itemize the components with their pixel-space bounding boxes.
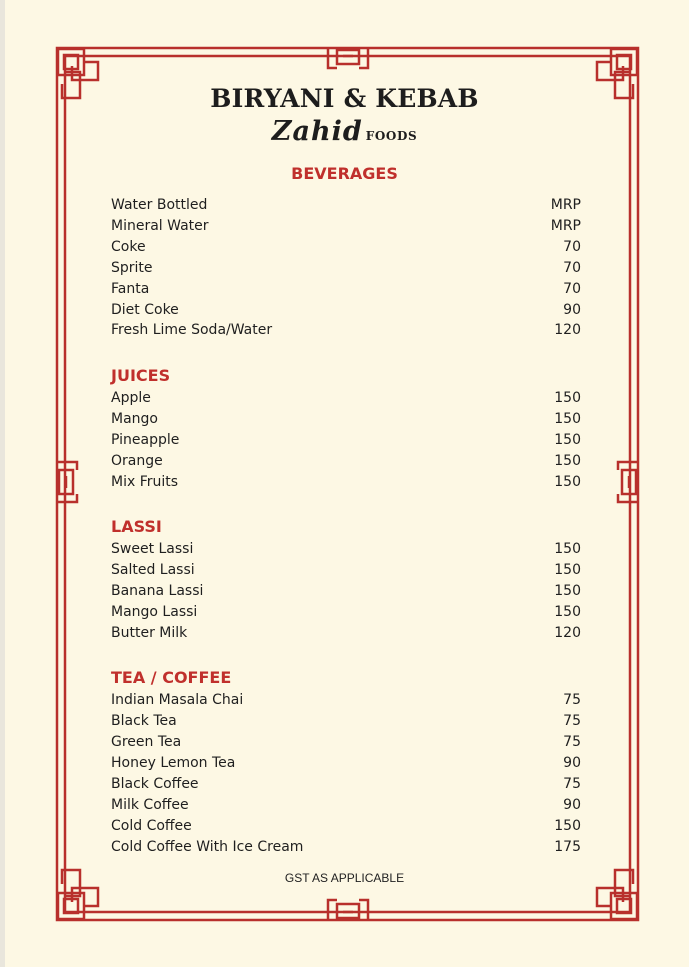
gst-note: GST AS APPLICABLE [284,871,405,885]
item-name: Diet Coke [111,302,179,318]
section-title-lassi: LASSI [111,517,162,536]
menu-item [111,753,581,774]
menu-item [111,388,581,409]
brand-script-name: Zahid [271,116,363,147]
item-name: Mineral Water [111,218,209,234]
item-price: 150 [554,432,581,448]
menu-item [111,258,581,279]
item-name: Black Tea [111,713,177,729]
item-name: Pineapple [111,432,180,448]
item-price: 150 [554,474,581,490]
item-price: 150 [554,390,581,406]
menu-item [111,837,581,858]
item-name: Indian Masala Chai [111,692,244,708]
item-name: Fanta [111,281,150,297]
menu-item [111,581,581,602]
item-name: Coke [111,239,146,255]
item-name: Honey Lemon Tea [111,755,236,771]
item-name: Butter Milk [111,625,188,641]
item-name: Cold Coffee With Ice Cream [111,839,304,855]
menu-item [111,539,581,560]
edge-ornament-bottom [328,900,368,920]
edge-ornament-right [618,462,638,502]
item-price: 90 [563,302,581,318]
menu-item [111,774,581,795]
item-price: 150 [554,453,581,469]
item-name: Black Coffee [111,776,199,792]
menu-item [111,320,581,341]
menu-item [111,409,581,430]
item-name: Orange [111,453,163,469]
menu-item [111,430,581,451]
item-price: MRP [550,218,581,234]
menu-item [111,795,581,816]
item-price: 70 [563,260,581,276]
restaurant-title: BIRYANI & KEBAB [210,84,479,113]
menu-item [111,690,581,711]
item-name: Sprite [111,260,153,276]
menu-item [111,711,581,732]
item-name: Water Bottled [111,197,208,213]
menu-item [111,602,581,623]
item-name: Sweet Lassi [111,541,194,557]
item-name: Mix Fruits [111,474,179,490]
menu-item [111,237,581,258]
item-price: 70 [563,239,581,255]
item-name: Apple [111,390,151,406]
item-price: 150 [554,541,581,557]
item-price: 90 [563,755,581,771]
item-price: 120 [554,625,581,641]
menu-item [111,195,581,216]
menu-item [111,816,581,837]
section-title-tea-coffee: TEA / COFFEE [111,668,232,687]
item-name: Mango [111,411,158,427]
item-name: Banana Lassi [111,583,204,599]
menu-item [111,472,581,493]
item-price: 75 [563,776,581,792]
item-price: 150 [554,583,581,599]
item-price: 90 [563,797,581,813]
brand-subtitle: FOODS [365,129,418,143]
menu-item [111,560,581,581]
item-price: MRP [550,197,581,213]
item-price: 120 [554,322,581,338]
menu-item [111,623,581,644]
brand-logo [0,116,689,147]
item-price: 75 [563,734,581,750]
item-name: Mango Lassi [111,604,198,620]
edge-ornament-top [328,48,368,68]
item-price: 70 [563,281,581,297]
menu-item [111,451,581,472]
item-name: Fresh Lime Soda/Water [111,322,273,338]
item-name: Green Tea [111,734,182,750]
item-price: 150 [554,411,581,427]
item-price: 75 [563,713,581,729]
menu-item [111,279,581,300]
menu-item [111,732,581,753]
item-price: 75 [563,692,581,708]
item-name: Cold Coffee [111,818,192,834]
item-price: 175 [554,839,581,855]
item-price: 150 [554,818,581,834]
item-price: 150 [554,604,581,620]
menu-item [111,300,581,321]
section-title-beverages: BEVERAGES [291,164,398,183]
menu-item [111,216,581,237]
item-price: 150 [554,562,581,578]
item-name: Salted Lassi [111,562,195,578]
edge-ornament-left [57,462,77,502]
item-name: Milk Coffee [111,797,189,813]
section-title-juices: JUICES [111,366,171,385]
